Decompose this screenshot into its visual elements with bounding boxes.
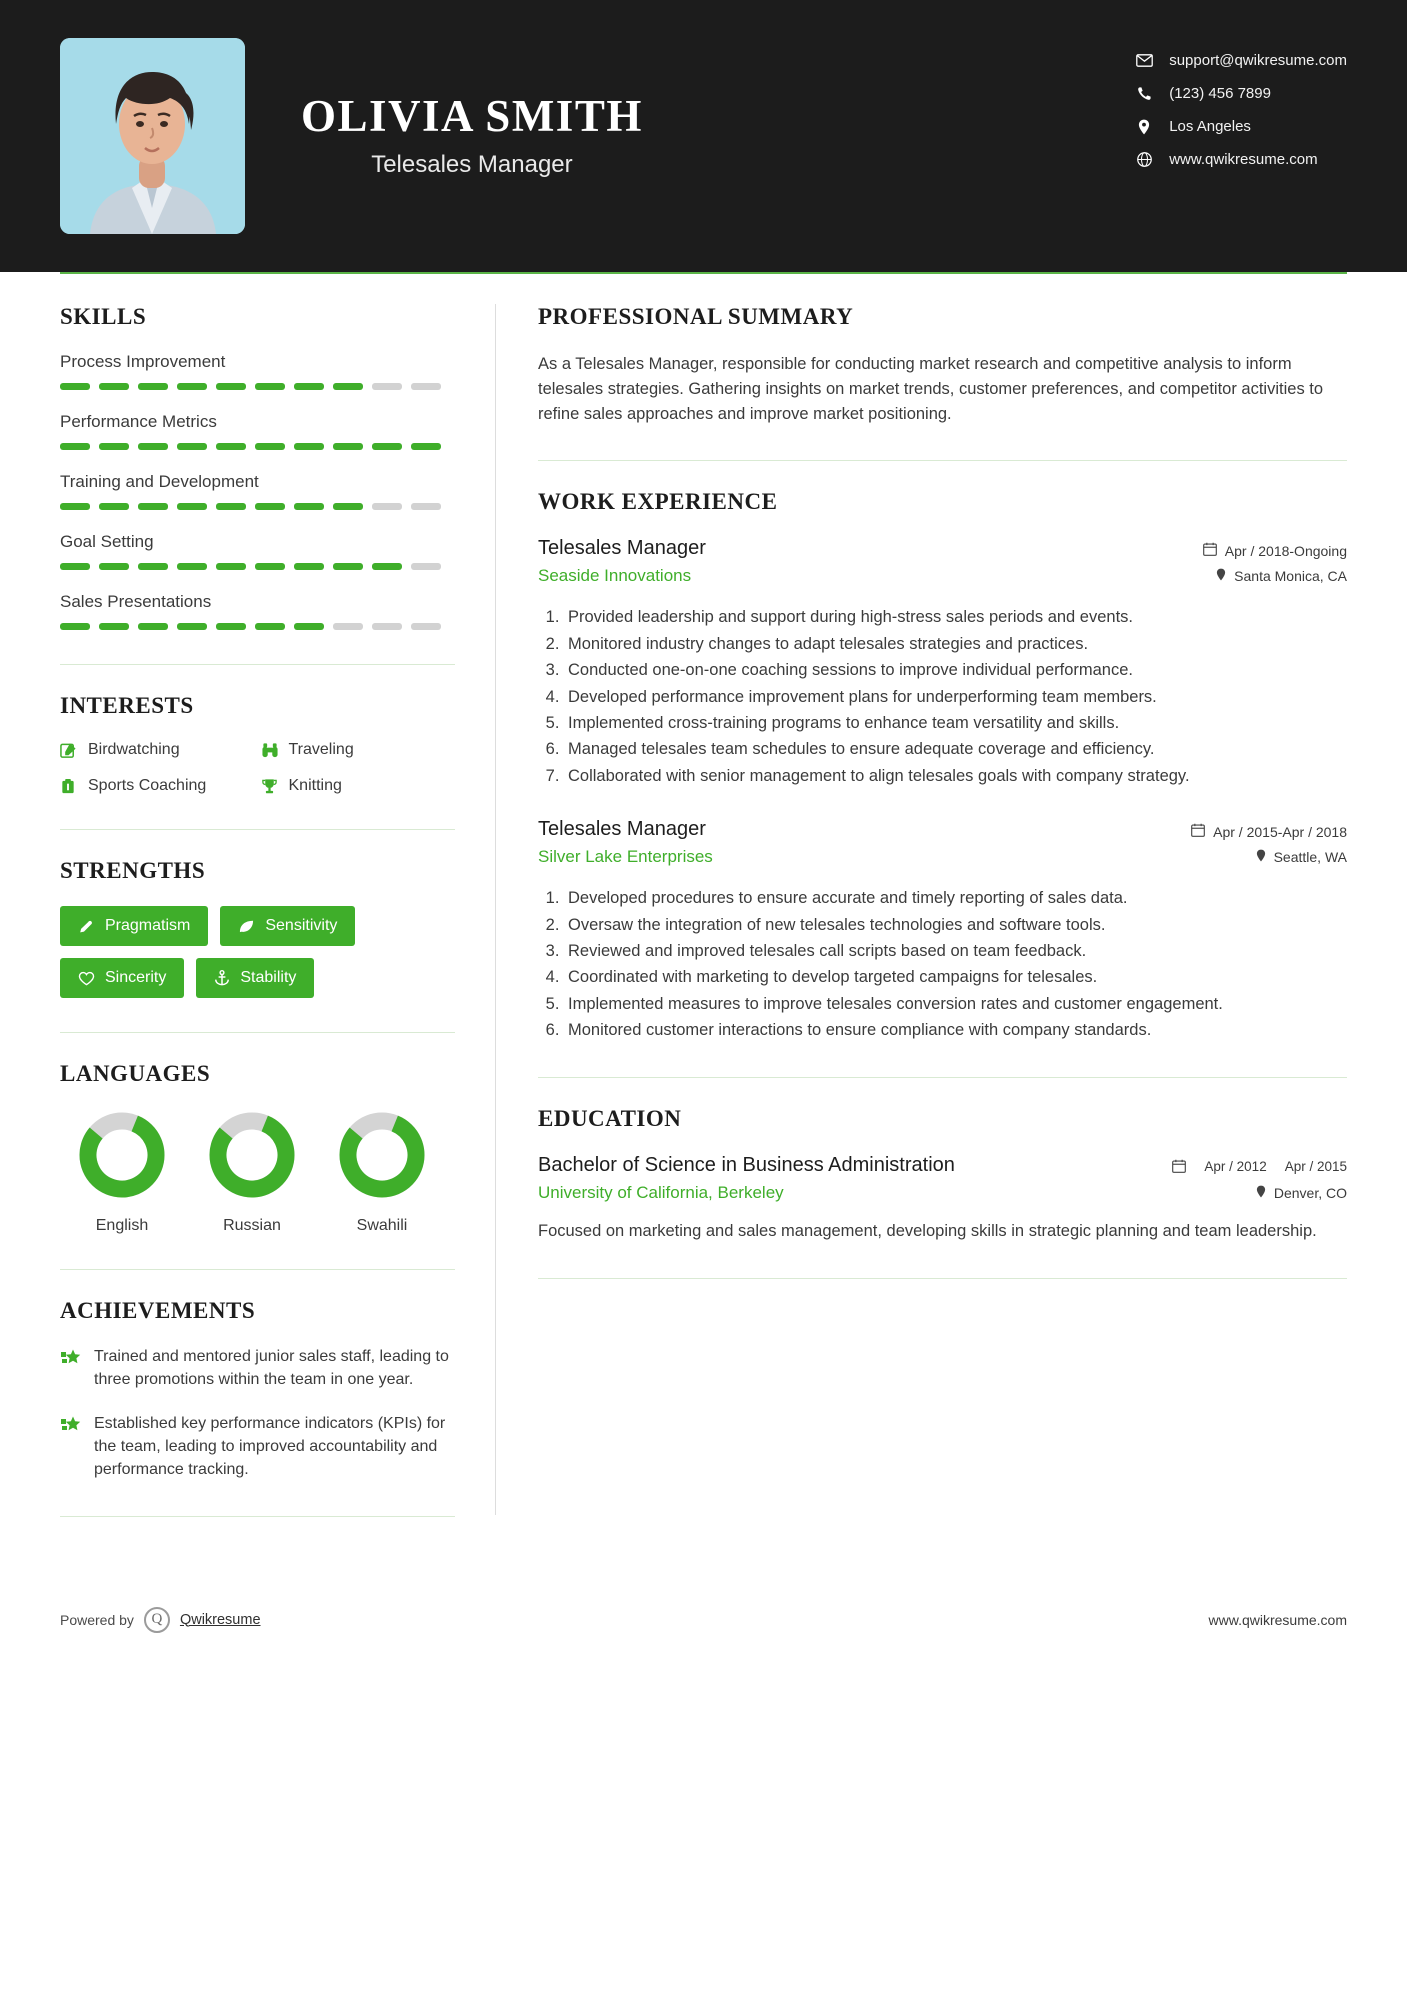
binoculars-icon (261, 742, 289, 759)
experience-bullet: 3. Reviewed and improved telesales call scripts based on team feedback. (564, 940, 1347, 963)
pin-icon (1256, 1185, 1266, 1201)
skill-level-dash (372, 503, 402, 510)
education-location-value: Denver, CO (1273, 1184, 1347, 1201)
location-icon (1131, 119, 1157, 135)
whistle-icon (60, 778, 88, 795)
bone-icon (78, 919, 95, 934)
experience-dates (1203, 542, 1347, 559)
skill-level-dash (372, 383, 402, 390)
section-title-experience: WORK EXPERIENCE (538, 489, 778, 515)
experience-bullet: 3. Conducted one-on-one coaching sessions to improve individual performance. (564, 659, 1347, 682)
divider (60, 1269, 455, 1270)
divider (538, 1077, 1347, 1078)
interest-label: Birdwatching (88, 741, 180, 758)
page-title: OLIVIA SMITH (301, 91, 643, 142)
education-school: University of California, Berkeley (538, 1182, 784, 1202)
calendar-icon (1191, 823, 1205, 840)
language-label: Swahili (356, 1217, 408, 1234)
anchor-icon (214, 970, 230, 986)
skill-level-dash (216, 383, 246, 390)
skills-list (60, 352, 455, 630)
summary-text: As a Telesales Manager, responsible for conducting market research and competitive analysis to inform telesales strategies. Gathering insights on market trends, customer preferences, and competitor activities to refine sales approaches and improve market positioning. (538, 355, 1324, 423)
divider (538, 1278, 1347, 1279)
skill-level-dash (177, 443, 207, 450)
experience-dates (1191, 823, 1347, 840)
experience-dates-value: Apr / 2018-Ongoing (1224, 542, 1347, 559)
skill-level-dash (294, 503, 324, 510)
skill-level-meter (60, 623, 455, 630)
skill-level-dash (216, 563, 246, 570)
powered-by-label: Powered by (60, 1611, 134, 1628)
divider (538, 460, 1347, 461)
education-start: Apr / 2012 (1204, 1158, 1267, 1174)
skill-level-dash (138, 383, 168, 390)
skill-level-dash (60, 623, 90, 630)
experience-bullets (538, 887, 1347, 1043)
skill-level-dash (372, 623, 402, 630)
skill-level-dash (99, 443, 129, 450)
experience-bullet: 2. Oversaw the integration of new telesales technologies and software tools. (564, 914, 1347, 937)
interests-list (60, 741, 455, 795)
contact-location[interactable] (1131, 118, 1347, 135)
experience-location (1203, 568, 1347, 584)
skill-level-dash (99, 563, 129, 570)
divider (60, 1516, 455, 1517)
contact-email[interactable] (1131, 52, 1347, 69)
achievement-item (60, 1346, 455, 1391)
skill-level-dash (333, 623, 363, 630)
skill-label: Sales Presentations (60, 592, 212, 611)
experience-bullet: 5. Implemented measures to improve telesales conversion rates and customer engagement. (564, 993, 1347, 1016)
language-label: Russian (223, 1217, 281, 1234)
achievement-text: Established key performance indicators (KPIs) for the team, leading to improved accountability and performance tracking. (94, 1415, 446, 1478)
experience-bullet: 5. Implemented cross-training programs to enhance team versatility and skills. (564, 712, 1347, 735)
interest-item (261, 741, 456, 759)
skill-level-dash (294, 443, 324, 450)
education-location (1172, 1185, 1347, 1201)
experience-role: Telesales Manager (538, 818, 706, 841)
achievements-list (60, 1346, 455, 1482)
contact-phone[interactable] (1131, 85, 1347, 102)
accent-divider (60, 272, 1347, 274)
skill-level-dash (333, 563, 363, 570)
leaf-icon (238, 919, 255, 934)
calendar-icon (1203, 542, 1217, 559)
skill-level-dash (372, 563, 402, 570)
interest-item (261, 777, 456, 795)
skill-level-dash (60, 383, 90, 390)
skill-item (60, 472, 455, 510)
resume-body (0, 274, 1407, 1545)
skill-label: Performance Metrics (60, 412, 217, 431)
language-item (336, 1109, 428, 1235)
bird-icon (60, 742, 88, 759)
skill-level-meter (60, 563, 455, 570)
powered-by (60, 1607, 261, 1633)
experience-location (1191, 849, 1347, 865)
experience-list (538, 537, 1347, 1042)
skill-level-dash (138, 443, 168, 450)
section-title-summary: PROFESSIONAL SUMMARY (538, 304, 854, 329)
language-item (206, 1109, 298, 1235)
footer (0, 1585, 1407, 1655)
experience-bullet: 4. Coordinated with marketing to develop targeted campaigns for telesales. (564, 966, 1347, 989)
experience-bullet: 1. Provided leadership and support during high-stress sales periods and events. (564, 606, 1347, 629)
education-end: Apr / 2015 (1284, 1158, 1347, 1174)
skill-level-dash (333, 383, 363, 390)
skill-level-dash (99, 503, 129, 510)
skill-level-dash (372, 443, 402, 450)
interest-item (60, 777, 255, 795)
strength-label: Pragmatism (105, 917, 191, 934)
skill-level-dash (294, 383, 324, 390)
skill-level-dash (255, 623, 285, 630)
education-dates (1172, 1159, 1347, 1176)
skill-level-dash (216, 503, 246, 510)
strength-chip (196, 958, 314, 998)
job-title: Telesales Manager (371, 150, 573, 178)
strength-label: Stability (240, 969, 297, 986)
skill-item (60, 352, 455, 390)
interest-label: Traveling (288, 741, 354, 758)
experience-entry (538, 818, 1347, 1043)
pin-icon (1216, 568, 1226, 584)
experience-entry (538, 537, 1347, 788)
skill-level-dash (177, 623, 207, 630)
skill-level-dash (411, 443, 441, 450)
resume-header (0, 0, 1407, 272)
contact-website[interactable] (1131, 151, 1347, 168)
strength-label: Sensitivity (265, 917, 338, 934)
skill-level-dash (177, 383, 207, 390)
experience-bullet: 2. Monitored industry changes to adapt telesales strategies and practices. (564, 633, 1347, 656)
strength-label: Sincerity (105, 969, 167, 986)
section-title-education: EDUCATION (538, 1105, 682, 1131)
strength-chip (60, 906, 208, 946)
skill-label: Process Improvement (60, 352, 226, 371)
skill-level-meter (60, 503, 455, 510)
calendar-icon (1172, 1159, 1186, 1176)
skill-level-dash (60, 503, 90, 510)
skill-level-meter (60, 443, 455, 450)
avatar-illustration (60, 38, 245, 234)
skill-level-dash (60, 563, 90, 570)
skill-level-dash (138, 503, 168, 510)
name-block (301, 93, 643, 178)
skill-item (60, 532, 455, 570)
divider (60, 664, 455, 665)
star-badge-icon (60, 1346, 94, 1391)
skill-item (60, 592, 455, 630)
skill-level-dash (411, 503, 441, 510)
main-content (496, 274, 1347, 1545)
skill-level-dash (255, 443, 285, 450)
experience-role: Telesales Manager (538, 537, 706, 560)
experience-company: Silver Lake Enterprises (538, 847, 713, 867)
avatar (60, 38, 245, 234)
achievement-text: Trained and mentored junior sales staff, leading to three promotions within the team in one year. (94, 1348, 449, 1388)
education-description: Focused on marketing and sales management, developing skills in strategic planning and team leadership. (538, 1221, 1317, 1240)
experience-bullet: 4. Developed performance improvement plans for underperforming team members. (564, 686, 1347, 709)
mail-icon (1131, 54, 1157, 67)
skill-level-dash (216, 623, 246, 630)
experience-dates-value: Apr / 2015-Apr / 2018 (1213, 823, 1347, 840)
skill-level-dash (255, 503, 285, 510)
experience-bullet: 7. Collaborated with senior management to align telesales goals with company strategy. (564, 765, 1347, 788)
experience-location-value: Santa Monica, CA (1234, 568, 1347, 585)
qwikresume-logo-icon: Q (144, 1607, 170, 1633)
contact-website-value: www.qwikresume.com (1169, 151, 1318, 168)
interest-item (60, 741, 255, 759)
section-title-interests: INTERESTS (60, 693, 194, 718)
skill-item (60, 412, 455, 450)
language-donut-chart (336, 1109, 428, 1201)
skill-level-dash (411, 563, 441, 570)
education-degree: Bachelor of Science in Business Administration (538, 1153, 955, 1176)
trophy-icon (261, 778, 289, 795)
sidebar (60, 274, 495, 1545)
experience-bullets (538, 606, 1347, 788)
skill-level-dash (138, 623, 168, 630)
language-donut-chart (206, 1109, 298, 1201)
contact-list (1131, 52, 1347, 184)
pin-icon (1256, 849, 1266, 865)
skill-label: Goal Setting (60, 532, 154, 551)
globe-icon (1131, 152, 1157, 167)
experience-bullet: 6. Managed telesales team schedules to ensure adequate coverage and efficiency. (564, 738, 1347, 761)
star-badge-icon (60, 1413, 94, 1481)
skill-level-dash (255, 563, 285, 570)
skill-level-dash (255, 383, 285, 390)
divider (60, 1032, 455, 1033)
skill-level-dash (294, 623, 324, 630)
skill-level-dash (138, 563, 168, 570)
strengths-list (60, 906, 455, 998)
contact-location-value: Los Angeles (1169, 118, 1251, 135)
skill-level-dash (177, 563, 207, 570)
contact-phone-value: (123) 456 7899 (1169, 85, 1271, 102)
qwikresume-link[interactable]: Qwikresume (179, 1611, 261, 1628)
strength-chip (60, 958, 184, 998)
footer-site[interactable]: www.qwikresume.com (1208, 1611, 1347, 1628)
skill-level-dash (411, 623, 441, 630)
skill-level-dash (333, 443, 363, 450)
language-label: English (95, 1217, 149, 1234)
contact-email-value: support@qwikresume.com (1169, 52, 1347, 69)
skill-level-meter (60, 383, 455, 390)
strength-chip (220, 906, 355, 946)
skill-level-dash (99, 383, 129, 390)
skill-level-dash (60, 443, 90, 450)
skill-level-dash (177, 503, 207, 510)
skill-level-dash (411, 383, 441, 390)
heart-icon (78, 971, 95, 986)
language-donut-chart (76, 1109, 168, 1201)
languages-list (60, 1109, 455, 1235)
interest-label: Knitting (288, 777, 342, 794)
skill-level-dash (216, 443, 246, 450)
skill-level-dash (99, 623, 129, 630)
interest-label: Sports Coaching (88, 777, 207, 794)
education-entry (538, 1154, 1347, 1244)
phone-icon (1131, 86, 1157, 101)
section-title-achievements: ACHIEVEMENTS (60, 1298, 256, 1323)
skill-label: Training and Development (60, 472, 259, 491)
section-title-skills: SKILLS (60, 304, 147, 329)
experience-company: Seaside Innovations (538, 566, 692, 586)
divider (60, 829, 455, 830)
experience-location-value: Seattle, WA (1273, 849, 1347, 866)
skill-level-dash (294, 563, 324, 570)
experience-bullet: 6. Monitored customer interactions to ensure compliance with company standards. (564, 1019, 1347, 1042)
skill-level-dash (333, 503, 363, 510)
section-title-languages: LANGUAGES (60, 1061, 211, 1086)
achievement-item (60, 1413, 455, 1481)
section-title-strengths: STRENGTHS (60, 858, 206, 883)
experience-bullet: 1. Developed procedures to ensure accurate and timely reporting of sales data. (564, 887, 1347, 910)
language-item (76, 1109, 168, 1235)
